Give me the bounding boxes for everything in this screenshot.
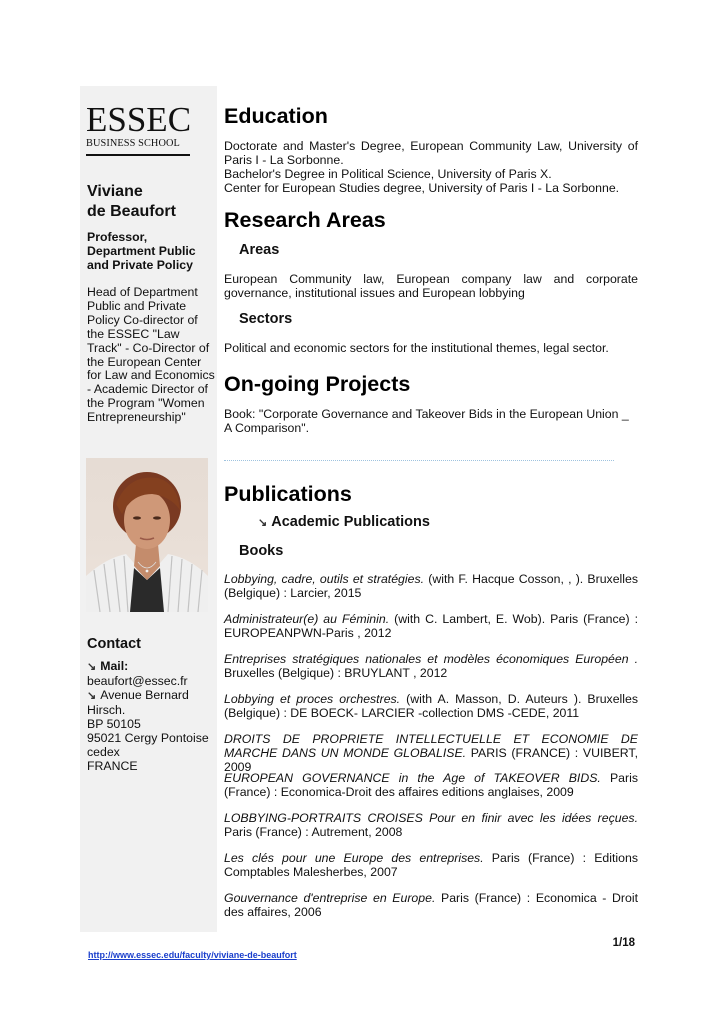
arrow-down-right-icon: ↘: [87, 690, 97, 702]
page-number: 1/18: [612, 937, 635, 949]
faculty-url-link[interactable]: http://www.essec.edu/faculty/viviane-de-beaufort: [88, 950, 297, 960]
areas-text: European Community law, European company law and corporate governance, institutional issues and European lobbying: [224, 272, 638, 300]
address-line-2: BP 50105: [87, 717, 141, 731]
section-divider: [224, 460, 614, 461]
book-title: EUROPEAN GOVERNANCE in the Age of TAKEOVER BIDS.: [224, 771, 601, 785]
portrait-illustration: [86, 458, 208, 612]
book-title: DROITS DE PROPRIETE INTELLECTUELLE ET ECONOMIE DE MARCHE DANS UN MONDE GLOBALISE.: [224, 732, 638, 760]
book-title: LOBBYING-PORTRAITS CROISES Pour en finir avec les idées reçues.: [224, 811, 638, 825]
logo-underline: [86, 154, 190, 156]
ongoing-projects-text: Book: "Corporate Governance and Takeover Bids in the European Union _ A Comparison".: [224, 407, 629, 435]
book-entry: [224, 612, 638, 640]
mail-row: [87, 659, 217, 674]
education-list: [224, 139, 638, 195]
logo-subtitle: BUSINESS SCHOOL: [86, 138, 180, 149]
education-item: Bachelor's Degree in Political Science, University of Paris X.: [224, 167, 552, 181]
book-details: (with C. Lambert, E. Wob). Paris (France) : EUROPEANPWN-Paris , 2012: [224, 612, 638, 640]
essec-logo: [86, 100, 192, 156]
logo-wordmark: ESSEC: [86, 100, 192, 139]
profile-photo: [86, 458, 208, 612]
book-entry: [224, 811, 638, 839]
book-entry: [224, 891, 638, 919]
book-entry: [224, 732, 638, 774]
person-first-name: Viviane: [87, 183, 143, 200]
academic-publications-link[interactable]: [258, 514, 430, 530]
book-title: Gouvernance d'entreprise en Europe.: [224, 891, 436, 905]
contact-heading: Contact: [87, 636, 141, 652]
book-entry: [224, 572, 638, 600]
books-subheading: Books: [239, 543, 284, 559]
areas-subheading: Areas: [239, 242, 280, 258]
academic-publications-label: Academic Publications: [271, 514, 430, 530]
book-details: Bruxelles (Belgique) : BRUYLANT , 2012: [224, 666, 448, 680]
book-title: Entreprises stratégiques nationales et modèles économiques Européen .: [224, 652, 638, 666]
person-last-name: de Beaufort: [87, 203, 176, 220]
address-row: [87, 688, 217, 717]
education-item: Center for European Studies degree, University of Paris I - La Sorbonne.: [224, 181, 620, 195]
book-entry: [224, 771, 638, 799]
book-details: Paris (France) : Economica-Droit des affaires editions anglaises, 2009: [224, 771, 638, 799]
email-link[interactable]: beaufort@essec.fr: [87, 674, 188, 688]
book-details: (with F. Hacque Cosson, , ). Bruxelles (Belgique) : Larcier, 2015: [224, 572, 638, 600]
book-details: (with A. Masson, D. Auteurs ). Bruxelles (Belgique) : DE BOECK- LARCIER -collection DMS -CEDE, 2011: [224, 692, 638, 720]
research-areas-heading: Research Areas: [224, 208, 386, 232]
mail-label: Mail:: [100, 659, 129, 673]
address-line-4: FRANCE: [87, 759, 138, 773]
book-details: Paris (France) : Autrement, 2008: [224, 825, 403, 839]
publications-heading: Publications: [224, 482, 352, 506]
address-line-1: Avenue Bernard Hirsch.: [87, 688, 189, 717]
book-title: Lobbying et proces orchestres.: [224, 692, 401, 706]
profile-sidebar: [80, 86, 217, 932]
sectors-subheading: Sectors: [239, 311, 293, 327]
book-entry: [224, 851, 638, 879]
arrow-down-right-icon: ↘: [258, 517, 268, 529]
ongoing-projects-heading: On-going Projects: [224, 372, 411, 396]
contact-details: [87, 659, 217, 773]
address-line-3: 95021 Cergy Pontoise cedex: [87, 731, 209, 759]
book-details: Paris (France) : Economica - Droit des affaires, 2006: [224, 891, 638, 919]
book-details: Paris (France) : Editions Comptables Malesherbes, 2007: [224, 851, 638, 879]
person-title: Professor, Department Public and Private Policy: [87, 230, 196, 272]
sectors-text: Political and economic sectors for the institutional themes, legal sector.: [224, 341, 609, 355]
education-heading: Education: [224, 104, 328, 128]
book-title: Administrateur(e) au Féminin.: [224, 612, 390, 626]
book-entry: [224, 692, 638, 720]
book-details: PARIS (FRANCE) : VUIBERT, 2009: [224, 746, 638, 774]
book-title: Les clés pour une Europe des entreprises.: [224, 851, 484, 865]
education-item: Doctorate and Master's Degree, European Community Law, University of Paris I - La Sorbonne.: [224, 139, 638, 167]
person-name: [87, 182, 215, 222]
book-entry: [224, 652, 638, 680]
arrow-down-right-icon: ↘: [87, 661, 97, 673]
person-description: Head of Department Public and Private Policy Co-director of the ESSEC "Law Track" - Co-Director of the European Center for Law and Economics - Academic Director of the Program "Women Entrepreneurship": [87, 285, 215, 425]
book-title: Lobbying, cadre, outils et stratégies.: [224, 572, 425, 586]
